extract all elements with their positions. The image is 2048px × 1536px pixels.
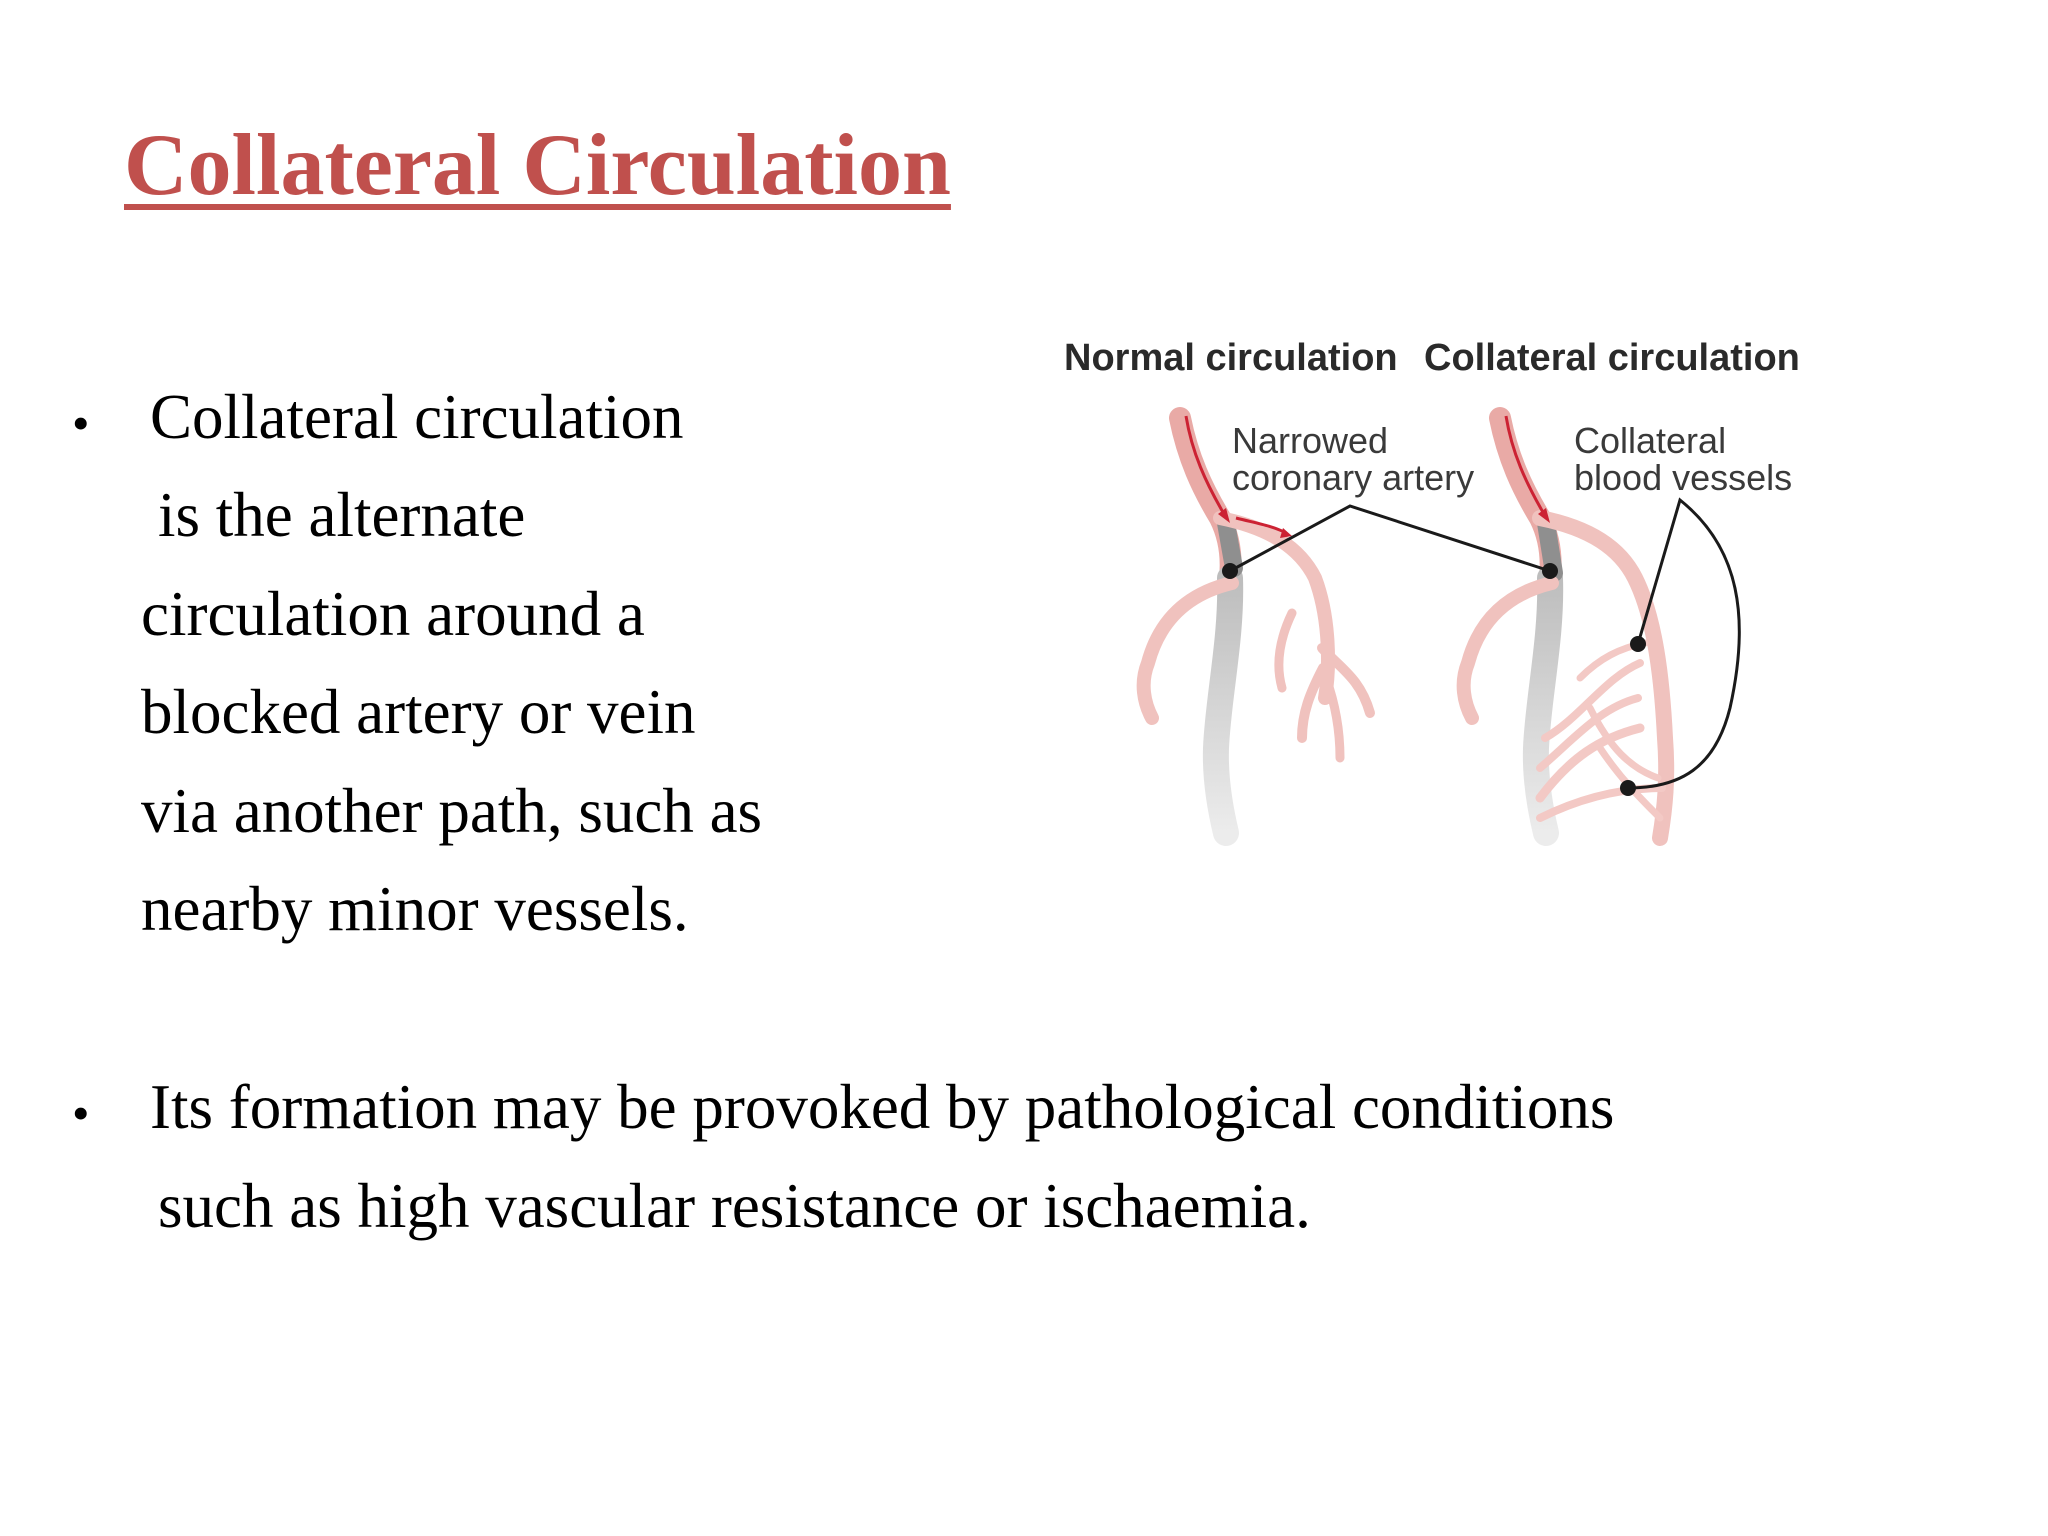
bullet-marker: • — [72, 395, 90, 451]
circulation-diagram — [1040, 318, 1840, 858]
slide-title: Collateral Circulation — [124, 117, 951, 214]
bullet-marker: • — [72, 1085, 90, 1141]
label-narrowed: Narrowed — [1232, 420, 1389, 461]
bullet-1-line: nearby minor vessels. — [141, 874, 689, 944]
label-blood-vessels: blood vessels — [1574, 457, 1793, 498]
label-coronary-artery: coronary artery — [1232, 457, 1475, 498]
bullet-1-line: circulation around a — [141, 579, 645, 649]
label-collateral: Collateral — [1574, 420, 1727, 461]
heading-collateral-circulation: Collateral circulation — [1424, 337, 1800, 379]
bullet-1-line: Collateral circulation — [150, 382, 684, 452]
bullet-2-line: Its formation may be provoked by pathological conditions — [150, 1072, 1615, 1142]
bullet-1-line: blocked artery or vein — [141, 677, 696, 747]
bullet-1-line: is the alternate — [158, 480, 526, 550]
heading-normal-circulation: Normal circulation — [1064, 337, 1398, 379]
bullet-1-line: via another path, such as — [141, 776, 763, 846]
bullet-2-line: such as high vascular resistance or ischaemia. — [158, 1171, 1311, 1241]
